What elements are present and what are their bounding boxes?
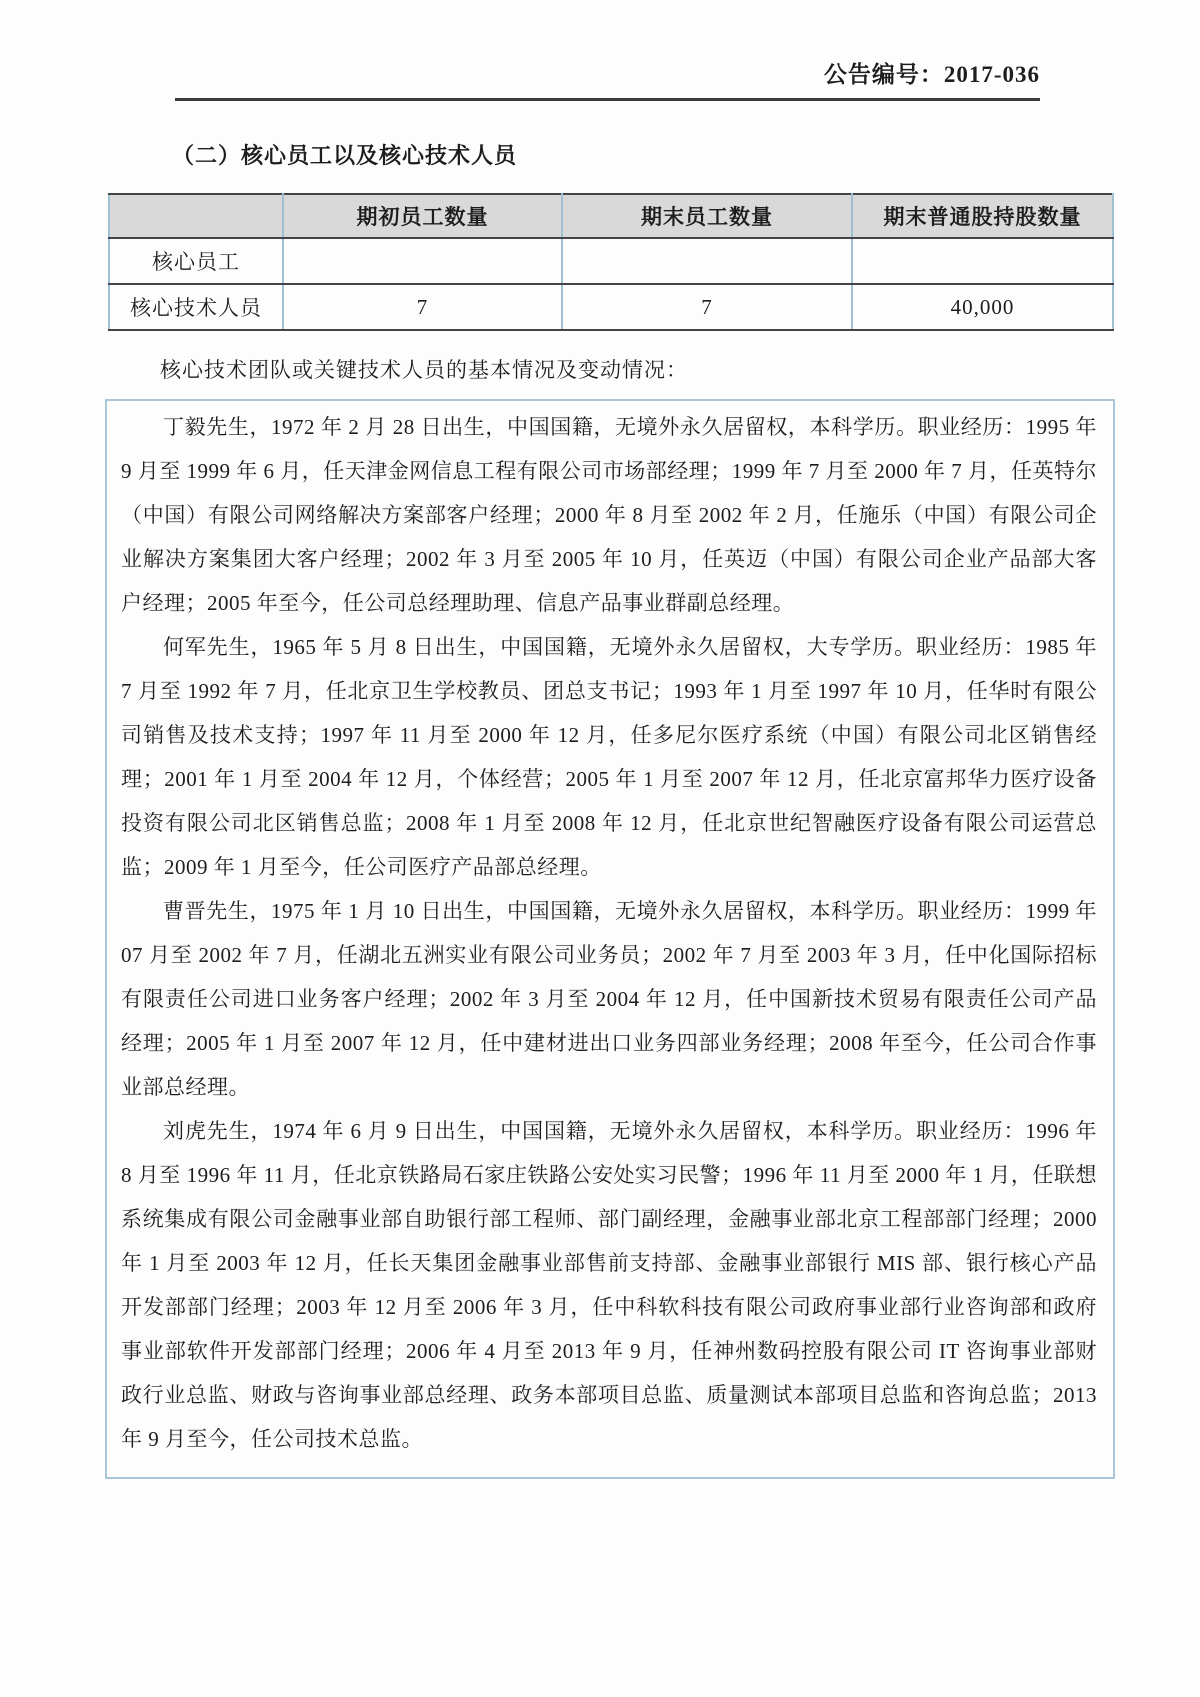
table-row-core-tech — [109, 284, 1113, 330]
bio-paragraph-caojin: 曹晋先生，1975 年 1 月 10 日出生，中国国籍，无境外永久居留权，本科学历。职业经历：1999 年 07 月至 2002 年 7 月，任湖北五洲实业有限公司业务员；2002 年 7 月至 2003 年 3 月，任中化国际招标有限责任公司进口业务客户经理；2002 年 3 月至 2004 年 12 月，任中国新技术贸易有限责任公司产品经理；2005 年 1 月至 2007 年 12 月，任中建材进出口业务四部业务经理；2008 年至今，任公司合作事业部总经理。 — [121, 899, 1097, 1099]
cell-end-count: 7 — [562, 284, 852, 330]
table-row-core-employee — [109, 238, 1113, 284]
table-header-end-count: 期末员工数量 — [562, 194, 852, 238]
cell-end-count — [562, 238, 852, 284]
bio-text-box — [105, 399, 1115, 1479]
table-header-blank — [109, 194, 283, 238]
section-title: （二）核心员工以及核心技术人员 — [172, 143, 518, 168]
row-label: 核心技术人员 — [109, 284, 283, 330]
cell-shares: 40,000 — [852, 284, 1113, 330]
cell-begin-count: 7 — [283, 284, 562, 330]
table-header-shares: 期末普通股持股数量 — [852, 194, 1113, 238]
cell-begin-count — [283, 238, 562, 284]
cell-shares — [852, 238, 1113, 284]
bio-paragraph-dingyi: 丁毅先生，1972 年 2 月 28 日出生，中国国籍，无境外永久居留权，本科学历。职业经历：1995 年 9 月至 1999 年 6 月，任天津金网信息工程有限公司市场部经理；1999 年 7 月至 2000 年 7 月，任英特尔（中国）有限公司网络解决方案部客户经理；2000 年 8 月至 2002 年 2 月，任施乐（中国）有限公司企业解决方案集团大客户经理；2002 年 3 月至 2005 年 10 月，任英迈（中国）有限公司企业产品部大客户经理；2005 年至今，任公司总经理助理、信息产品事业群副总经理。 — [121, 415, 1097, 615]
bio-paragraph-liuhu: 刘虎先生，1974 年 6 月 9 日出生，中国国籍，无境外永久居留权，本科学历。职业经历：1996 年 8 月至 1996 年 11 月，任北京铁路局石家庄铁路公安处实习民警；1996 年 11 月至 2000 年 1 月，任联想系统集成有限公司金融事业部自助银行部工程师、部门副经理，金融事业部北京工程部部门经理；2000 年 1 月至 2003 年 12 月，任长天集团金融事业部售前支持部、金融事业部银行 MIS 部、银行核心产品开发部部门经理；2003 年 12 月至 2006 年 3 月，任中科软科技有限公司政府事业部行业咨询部和政府事业部软件开发部部门经理；2006 年 4 月至 2013 年 9 月，任神州数码控股有限公司 IT 咨询事业部财政行业总监、财政与咨询事业部总经理、政务本部项目总监、质量测试本部项目总监和咨询总监；2013 年 9 月至今，任公司技术总监。 — [121, 1119, 1097, 1451]
row-label: 核心员工 — [109, 238, 283, 284]
bio-paragraph-hejun: 何军先生，1965 年 5 月 8 日出生，中国国籍，无境外永久居留权，大专学历。职业经历：1985 年 7 月至 1992 年 7 月，任北京卫生学校教员、团总支书记；1993 年 1 月至 1997 年 10 月，任华时有限公司销售及技术支持；1997 年 11 月至 2000 年 12 月，任多尼尔医疗系统（中国）有限公司北区销售经理；2001 年 1 月至 2004 年 12 月，个体经营；2005 年 1 月至 2007 年 12 月，任北京富邦华力医疗设备投资有限公司北区销售总监；2008 年 1 月至 2008 年 12 月，任北京世纪智融医疗设备有限公司运营总监；2009 年 1 月至今，任公司医疗产品部总经理。 — [121, 635, 1097, 879]
table-header-row — [109, 194, 1113, 238]
core-employee-table — [108, 193, 1114, 331]
document-header — [175, 0, 1040, 101]
bio-intro-line: 核心技术团队或关键技术人员的基本情况及变动情况： — [160, 358, 688, 382]
table-header-begin-count: 期初员工数量 — [283, 194, 562, 238]
announcement-number: 公告编号：2017-036 — [823, 62, 1040, 87]
